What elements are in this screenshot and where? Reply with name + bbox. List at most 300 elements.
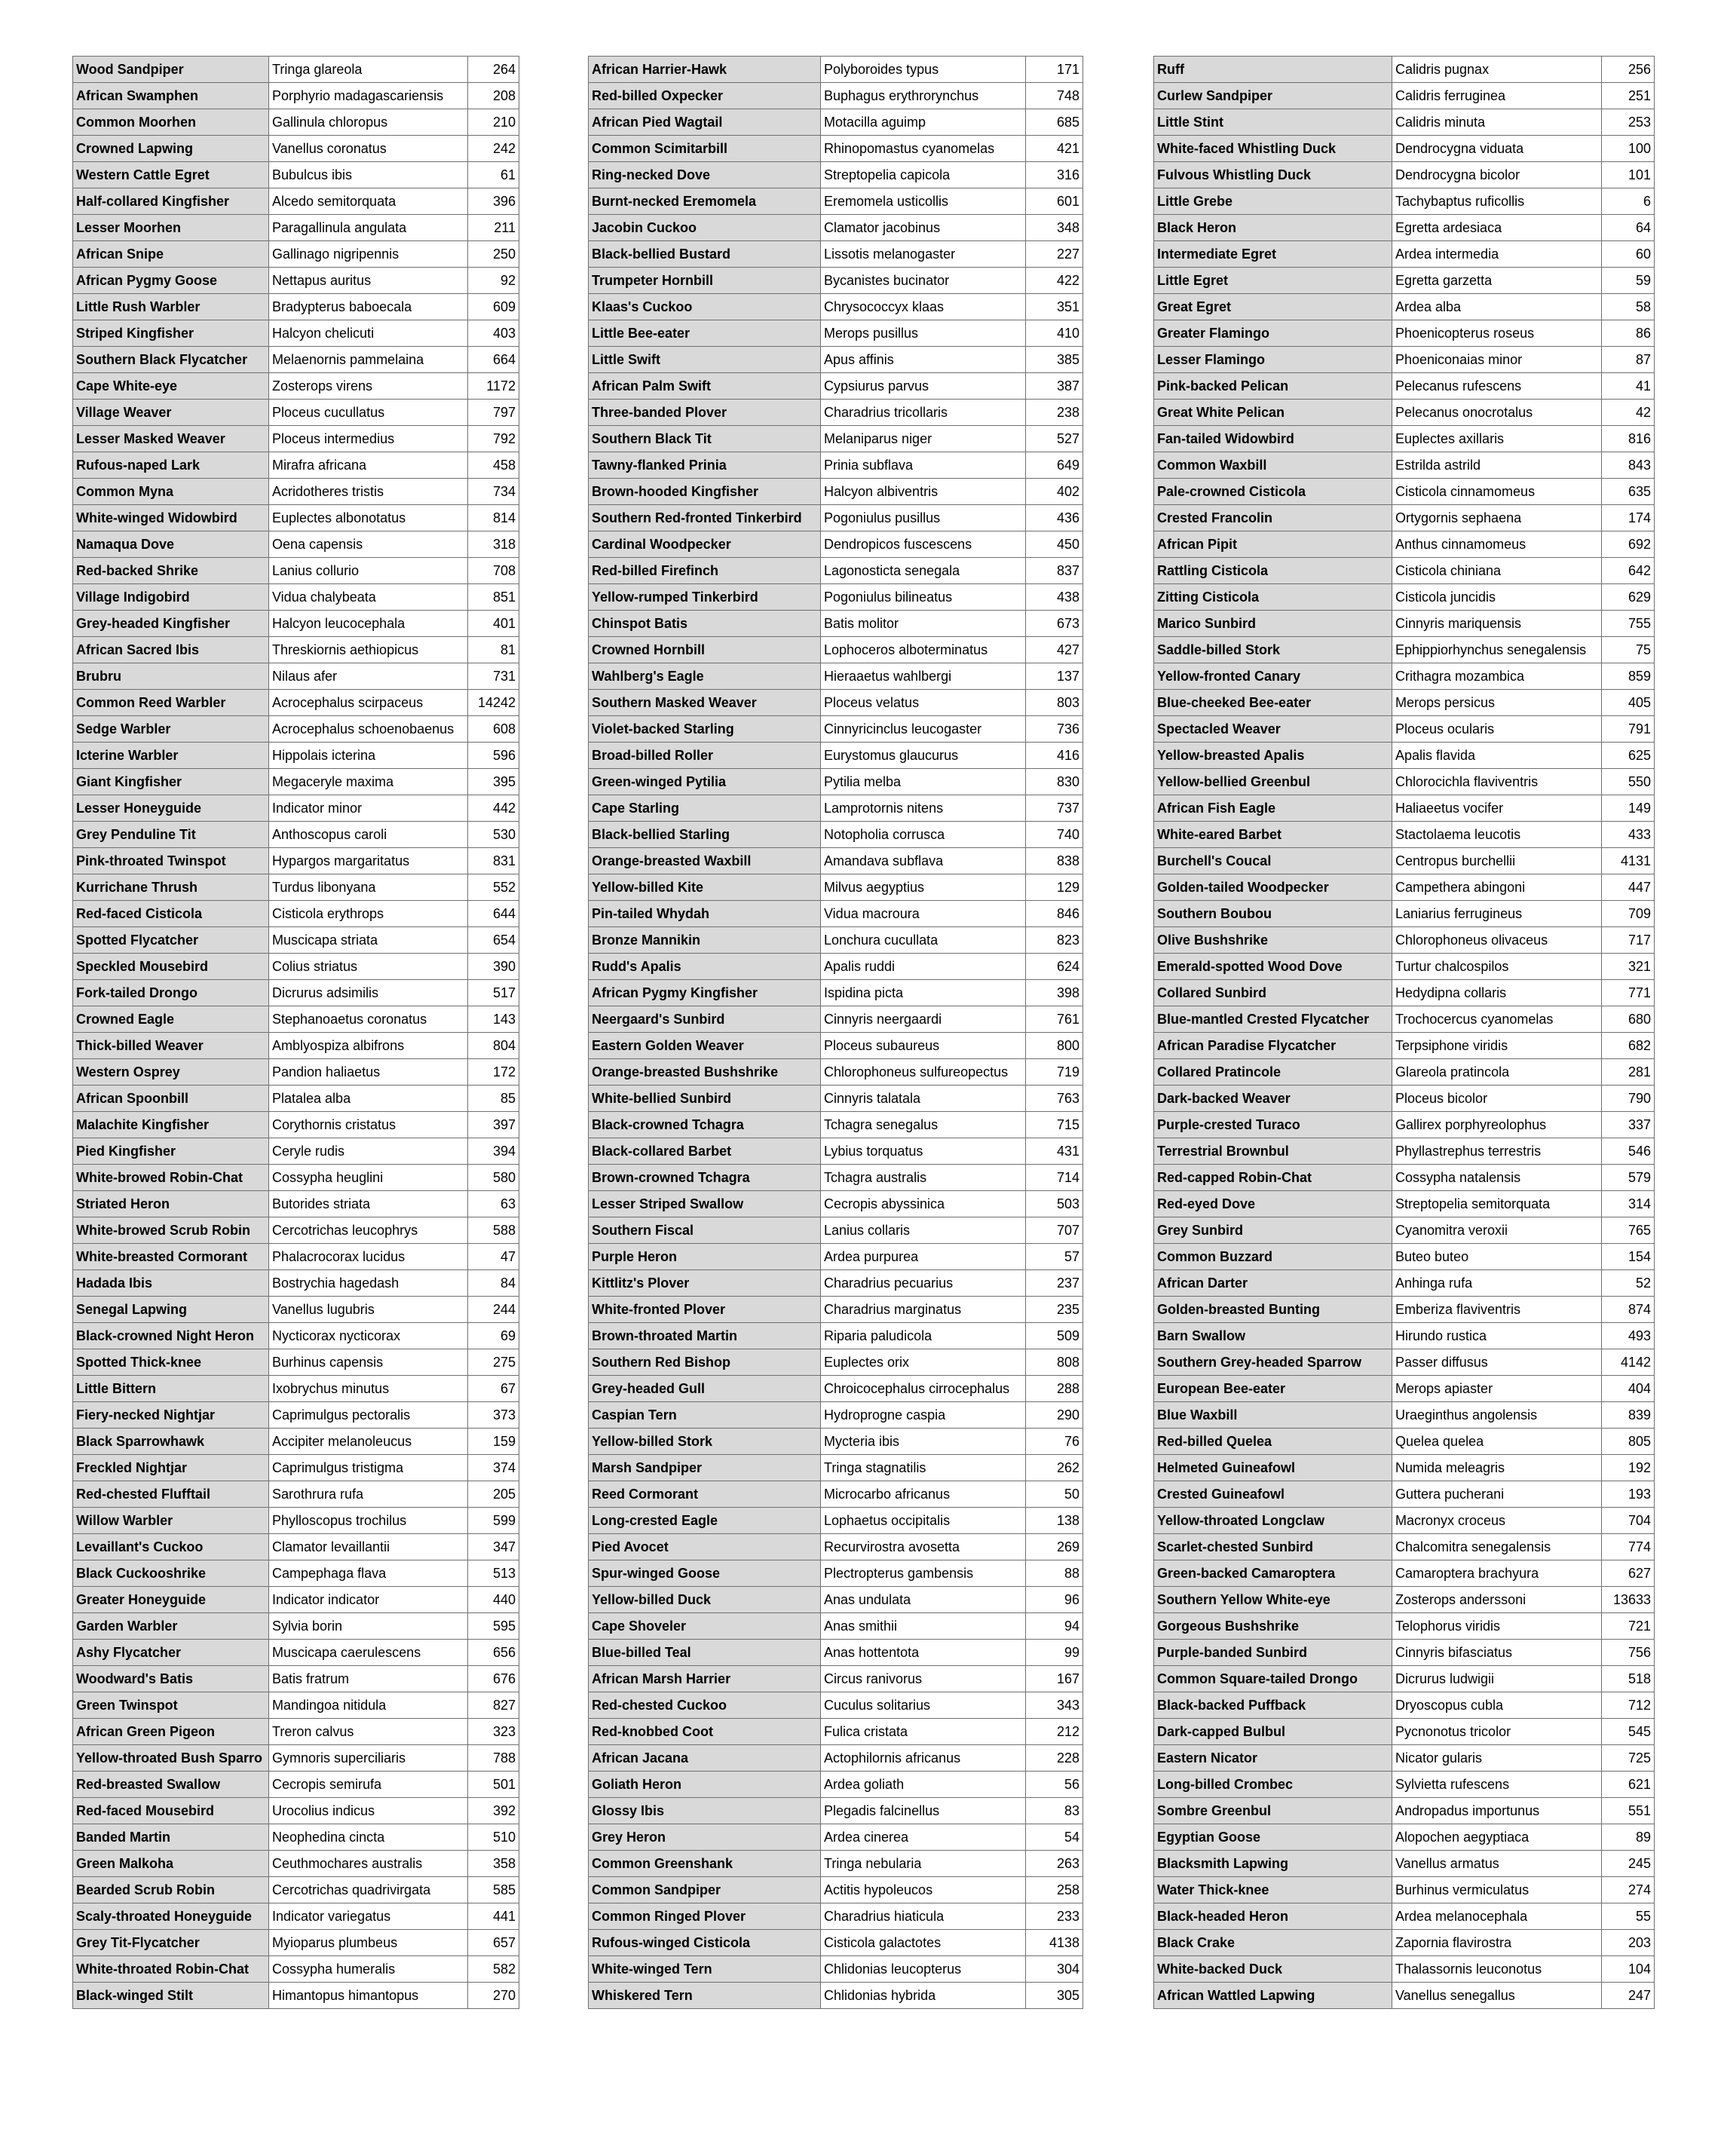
scientific-name-cell: Cercotrichas quadrivirgata (269, 1877, 468, 1903)
table-row (1154, 1692, 1655, 1719)
scientific-name-cell: Muscicapa striata (269, 927, 468, 954)
count-cell: 808 (1026, 1349, 1083, 1376)
count-cell: 442 (468, 795, 519, 822)
common-name-cell: Sombre Greenbul (1154, 1798, 1392, 1824)
count-cell: 756 (1602, 1640, 1655, 1666)
table-row (1154, 1772, 1655, 1798)
table-row (589, 1824, 1083, 1851)
count-cell: 250 (468, 241, 519, 268)
count-cell: 805 (1602, 1429, 1655, 1455)
common-name-cell: Common Waxbill (1154, 452, 1392, 479)
scientific-name-cell: Dendrocygna bicolor (1392, 162, 1602, 188)
scientific-name-cell: Egretta garzetta (1392, 268, 1602, 294)
table-row (1154, 1745, 1655, 1772)
common-name-cell: Yellow-billed Duck (589, 1587, 821, 1613)
common-name-cell: Tawny-flanked Prinia (589, 452, 821, 479)
count-cell: 242 (468, 136, 519, 162)
count-cell: 518 (1602, 1666, 1655, 1692)
count-cell: 748 (1026, 83, 1083, 109)
scientific-name-cell: Dicrurus ludwigii (1392, 1666, 1602, 1692)
species-table (1153, 56, 1655, 2009)
table-row (73, 1903, 519, 1930)
scientific-name-cell: Burhinus capensis (269, 1349, 468, 1376)
scientific-name-cell: Batis molitor (821, 611, 1026, 637)
scientific-name-cell: Phyllastrephus terrestris (1392, 1138, 1602, 1165)
table-row (73, 795, 519, 822)
common-name-cell: African Snipe (73, 241, 269, 268)
table-row (1154, 215, 1655, 241)
scientific-name-cell: Anas smithii (821, 1613, 1026, 1640)
count-cell: 837 (1026, 558, 1083, 584)
count-cell: 290 (1026, 1402, 1083, 1429)
scientific-name-cell: Lanius collurio (269, 558, 468, 584)
common-name-cell: Chinspot Batis (589, 611, 821, 637)
count-cell: 673 (1026, 611, 1083, 637)
scientific-name-cell: Cecropis semirufa (269, 1772, 468, 1798)
count-cell: 774 (1602, 1534, 1655, 1560)
common-name-cell: Southern Black Tit (589, 426, 821, 452)
common-name-cell: Red-knobbed Coot (589, 1719, 821, 1745)
scientific-name-cell: Anhinga rufa (1392, 1270, 1602, 1297)
scientific-name-cell: Estrilda astrild (1392, 452, 1602, 479)
common-name-cell: African Pygmy Kingfisher (589, 980, 821, 1006)
common-name-cell: Banded Martin (73, 1824, 269, 1851)
table-row (589, 1666, 1083, 1692)
count-cell: 172 (468, 1059, 519, 1086)
common-name-cell: Western Osprey (73, 1059, 269, 1086)
count-cell: 397 (468, 1112, 519, 1138)
count-cell: 50 (1026, 1481, 1083, 1508)
table-row (1154, 901, 1655, 927)
scientific-name-cell: Vidua macroura (821, 901, 1026, 927)
common-name-cell: Greater Honeyguide (73, 1587, 269, 1613)
common-name-cell: Rufous-naped Lark (73, 452, 269, 479)
scientific-name-cell: Cinnyricinclus leucogaster (821, 716, 1026, 743)
scientific-name-cell: Euplectes orix (821, 1349, 1026, 1376)
table-row (1154, 1349, 1655, 1376)
common-name-cell: White-browed Scrub Robin (73, 1217, 269, 1244)
scientific-name-cell: Hirundo rustica (1392, 1323, 1602, 1349)
table-row (589, 136, 1083, 162)
count-cell: 704 (1602, 1508, 1655, 1534)
table-row (589, 954, 1083, 980)
scientific-name-cell: Gallinago nigripennis (269, 241, 468, 268)
table-row (1154, 954, 1655, 980)
scientific-name-cell: Camaroptera brachyura (1392, 1560, 1602, 1587)
table-row (589, 584, 1083, 611)
common-name-cell: Grey Sunbird (1154, 1217, 1392, 1244)
table-row (73, 1297, 519, 1323)
common-name-cell: Yellow-breasted Apalis (1154, 743, 1392, 769)
table-row (589, 1719, 1083, 1745)
table-row (589, 1481, 1083, 1508)
scientific-name-cell: Mirafra africana (269, 452, 468, 479)
table-row (589, 268, 1083, 294)
species-table (588, 56, 1083, 2009)
scientific-name-cell: Acrocephalus schoenobaenus (269, 716, 468, 743)
species-table-column-1 (72, 56, 519, 2009)
common-name-cell: Crowned Eagle (73, 1006, 269, 1033)
scientific-name-cell: Passer diffusus (1392, 1349, 1602, 1376)
scientific-name-cell: Circus ranivorus (821, 1666, 1026, 1692)
common-name-cell: Golden-tailed Woodpecker (1154, 874, 1392, 901)
count-cell: 275 (468, 1349, 519, 1376)
table-row (73, 874, 519, 901)
count-cell: 843 (1602, 452, 1655, 479)
common-name-cell: Black-crowned Tchagra (589, 1112, 821, 1138)
table-row (589, 637, 1083, 663)
scientific-name-cell: Macronyx croceus (1392, 1508, 1602, 1534)
count-cell: 171 (1026, 57, 1083, 83)
count-cell: 212 (1026, 1719, 1083, 1745)
scientific-name-cell: Chlidonias hybrida (821, 1983, 1026, 2009)
scientific-name-cell: Anas hottentota (821, 1640, 1026, 1666)
table-row (1154, 822, 1655, 848)
common-name-cell: Pink-backed Pelican (1154, 373, 1392, 400)
common-name-cell: Jacobin Cuckoo (589, 215, 821, 241)
common-name-cell: Black Crake (1154, 1930, 1392, 1956)
scientific-name-cell: Vidua chalybeata (269, 584, 468, 611)
count-cell: 269 (1026, 1534, 1083, 1560)
table-row (73, 1059, 519, 1086)
count-cell: 740 (1026, 822, 1083, 848)
table-row (1154, 1138, 1655, 1165)
species-table-body (73, 57, 519, 2009)
common-name-cell: Pied Kingfisher (73, 1138, 269, 1165)
common-name-cell: Eastern Nicator (1154, 1745, 1392, 1772)
table-row (1154, 1244, 1655, 1270)
common-name-cell: Reed Cormorant (589, 1481, 821, 1508)
table-row (73, 1270, 519, 1297)
scientific-name-cell: Prinia subflava (821, 452, 1026, 479)
scientific-name-cell: Ardea intermedia (1392, 241, 1602, 268)
scientific-name-cell: Pytilia melba (821, 769, 1026, 795)
scientific-name-cell: Cisticola juncidis (1392, 584, 1602, 611)
common-name-cell: Blacksmith Lapwing (1154, 1851, 1392, 1877)
scientific-name-cell: Lamprotornis nitens (821, 795, 1026, 822)
scientific-name-cell: Campephaga flava (269, 1560, 468, 1587)
count-cell: 734 (468, 479, 519, 505)
common-name-cell: African Sacred Ibis (73, 637, 269, 663)
common-name-cell: African Darter (1154, 1270, 1392, 1297)
count-cell: 596 (468, 743, 519, 769)
common-name-cell: Brown-crowned Tchagra (589, 1165, 821, 1191)
table-row (589, 1217, 1083, 1244)
table-row (1154, 980, 1655, 1006)
table-row (73, 822, 519, 848)
scientific-name-cell: Cypsiurus parvus (821, 373, 1026, 400)
table-row (589, 320, 1083, 347)
scientific-name-cell: Tringa glareola (269, 57, 468, 83)
count-cell: 827 (468, 1692, 519, 1719)
table-row (589, 1244, 1083, 1270)
count-cell: 421 (1026, 136, 1083, 162)
table-row (73, 1006, 519, 1033)
table-row (1154, 1006, 1655, 1033)
scientific-name-cell: Cossypha heuglini (269, 1165, 468, 1191)
scientific-name-cell: Ardea purpurea (821, 1244, 1026, 1270)
count-cell: 405 (1602, 690, 1655, 716)
count-cell: 714 (1026, 1165, 1083, 1191)
count-cell: 337 (1602, 1112, 1655, 1138)
table-row (589, 558, 1083, 584)
table-row (73, 426, 519, 452)
count-cell: 707 (1026, 1217, 1083, 1244)
common-name-cell: Fork-tailed Drongo (73, 980, 269, 1006)
scientific-name-cell: Tringa stagnatilis (821, 1455, 1026, 1481)
scientific-name-cell: Acridotheres tristis (269, 479, 468, 505)
table-row (589, 1112, 1083, 1138)
common-name-cell: Cape Starling (589, 795, 821, 822)
scientific-name-cell: Actophilornis africanus (821, 1745, 1026, 1772)
table-row (1154, 1666, 1655, 1692)
count-cell: 304 (1026, 1956, 1083, 1983)
common-name-cell: Green-winged Pytilia (589, 769, 821, 795)
common-name-cell: Black-winged Stilt (73, 1983, 269, 2009)
scientific-name-cell: Streptopelia semitorquata (1392, 1191, 1602, 1217)
count-cell: 94 (1026, 1613, 1083, 1640)
count-cell: 52 (1602, 1270, 1655, 1297)
table-row (589, 1402, 1083, 1429)
table-row (589, 1692, 1083, 1719)
scientific-name-cell: Laniarius ferrugineus (1392, 901, 1602, 927)
count-cell: 410 (1026, 320, 1083, 347)
scientific-name-cell: Porphyrio madagascariensis (269, 83, 468, 109)
common-name-cell: Eastern Golden Weaver (589, 1033, 821, 1059)
scientific-name-cell: Telophorus viridis (1392, 1613, 1602, 1640)
count-cell: 385 (1026, 347, 1083, 373)
count-cell: 552 (468, 874, 519, 901)
common-name-cell: Marico Sunbird (1154, 611, 1392, 637)
scientific-name-cell: Batis fratrum (269, 1666, 468, 1692)
common-name-cell: Little Stint (1154, 109, 1392, 136)
table-row (1154, 426, 1655, 452)
table-row (1154, 848, 1655, 874)
table-row (589, 1930, 1083, 1956)
scientific-name-cell: Hypargos margaritatus (269, 848, 468, 874)
table-row (73, 1719, 519, 1745)
count-cell: 790 (1602, 1086, 1655, 1112)
count-cell: 235 (1026, 1297, 1083, 1323)
table-row (1154, 83, 1655, 109)
count-cell: 588 (468, 1217, 519, 1244)
table-row (1154, 769, 1655, 795)
count-cell: 621 (1602, 1772, 1655, 1798)
table-row (1154, 1191, 1655, 1217)
scientific-name-cell: Dryoscopus cubla (1392, 1692, 1602, 1719)
common-name-cell: Cape Shoveler (589, 1613, 821, 1640)
table-row (589, 1270, 1083, 1297)
count-cell: 422 (1026, 268, 1083, 294)
table-row (1154, 663, 1655, 690)
common-name-cell: Black Sparrowhawk (73, 1429, 269, 1455)
common-name-cell: Scaly-throated Honeyguide (73, 1903, 269, 1930)
common-name-cell: Black-crowned Night Heron (73, 1323, 269, 1349)
common-name-cell: Olive Bushshrike (1154, 927, 1392, 954)
table-row (73, 1508, 519, 1534)
table-row (73, 1323, 519, 1349)
count-cell: 351 (1026, 294, 1083, 320)
common-name-cell: Zitting Cisticola (1154, 584, 1392, 611)
scientific-name-cell: Chalcomitra senegalensis (1392, 1534, 1602, 1560)
count-cell: 624 (1026, 954, 1083, 980)
common-name-cell: African Wattled Lapwing (1154, 1983, 1392, 2009)
scientific-name-cell: Bostrychia hagedash (269, 1270, 468, 1297)
scientific-name-cell: Vanellus coronatus (269, 136, 468, 162)
table-row (1154, 1719, 1655, 1745)
common-name-cell: Crowned Hornbill (589, 637, 821, 663)
count-cell: 143 (468, 1006, 519, 1033)
scientific-name-cell: Amblyospiza albifrons (269, 1033, 468, 1059)
scientific-name-cell: Chrysococcyx klaas (821, 294, 1026, 320)
scientific-name-cell: Guttera pucherani (1392, 1481, 1602, 1508)
common-name-cell: Yellow-billed Kite (589, 874, 821, 901)
common-name-cell: White-bellied Sunbird (589, 1086, 821, 1112)
common-name-cell: Red-chested Flufftail (73, 1481, 269, 1508)
common-name-cell: Crested Guineafowl (1154, 1481, 1392, 1508)
scientific-name-cell: Gallinula chloropus (269, 109, 468, 136)
table-row (589, 743, 1083, 769)
scientific-name-cell: Stephanoaetus coronatus (269, 1006, 468, 1033)
common-name-cell: Great Egret (1154, 294, 1392, 320)
count-cell: 64 (1602, 215, 1655, 241)
table-row (73, 1191, 519, 1217)
table-row (73, 1481, 519, 1508)
table-row (589, 1587, 1083, 1613)
scientific-name-cell: Lissotis melanogaster (821, 241, 1026, 268)
count-cell: 227 (1026, 241, 1083, 268)
scientific-name-cell: Turtur chalcospilos (1392, 954, 1602, 980)
scientific-name-cell: Ploceus cucullatus (269, 400, 468, 426)
count-cell: 582 (468, 1956, 519, 1983)
count-cell: 627 (1602, 1560, 1655, 1587)
common-name-cell: African Pied Wagtail (589, 109, 821, 136)
count-cell: 731 (468, 663, 519, 690)
count-cell: 69 (468, 1323, 519, 1349)
common-name-cell: Common Scimitarbill (589, 136, 821, 162)
common-name-cell: Lesser Masked Weaver (73, 426, 269, 452)
scientific-name-cell: Plegadis falcinellus (821, 1798, 1026, 1824)
count-cell: 13633 (1602, 1587, 1655, 1613)
scientific-name-cell: Cinnyris mariquensis (1392, 611, 1602, 637)
scientific-name-cell: Colius striatus (269, 954, 468, 980)
table-row (1154, 373, 1655, 400)
table-row (1154, 1508, 1655, 1534)
count-cell: 61 (468, 162, 519, 188)
table-row (1154, 1323, 1655, 1349)
common-name-cell: Burnt-necked Eremomela (589, 188, 821, 215)
scientific-name-cell: Milvus aegyptius (821, 874, 1026, 901)
table-row (1154, 1877, 1655, 1903)
scientific-name-cell: Sarothrura rufa (269, 1481, 468, 1508)
common-name-cell: Red-capped Robin-Chat (1154, 1165, 1392, 1191)
table-row (1154, 1983, 1655, 2009)
table-row (1154, 1560, 1655, 1587)
scientific-name-cell: Cyanomitra veroxii (1392, 1217, 1602, 1244)
scientific-name-cell: Cercotrichas leucophrys (269, 1217, 468, 1244)
common-name-cell: Barn Swallow (1154, 1323, 1392, 1349)
common-name-cell: Common Buzzard (1154, 1244, 1392, 1270)
common-name-cell: Red-eyed Dove (1154, 1191, 1392, 1217)
common-name-cell: African Swamphen (73, 83, 269, 109)
table-row (73, 452, 519, 479)
common-name-cell: Common Reed Warbler (73, 690, 269, 716)
common-name-cell: Yellow-throated Longclaw (1154, 1508, 1392, 1534)
table-row (73, 1613, 519, 1640)
count-cell: 392 (468, 1798, 519, 1824)
common-name-cell: African Marsh Harrier (589, 1666, 821, 1692)
scientific-name-cell: Acrocephalus scirpaceus (269, 690, 468, 716)
count-cell: 761 (1026, 1006, 1083, 1033)
count-cell: 859 (1602, 663, 1655, 690)
common-name-cell: Southern Yellow White-eye (1154, 1587, 1392, 1613)
count-cell: 642 (1602, 558, 1655, 584)
common-name-cell: White-browed Robin-Chat (73, 1165, 269, 1191)
table-row (1154, 558, 1655, 584)
common-name-cell: Whiskered Tern (589, 1983, 821, 2009)
common-name-cell: African Pygmy Goose (73, 268, 269, 294)
common-name-cell: Cardinal Woodpecker (589, 531, 821, 558)
table-row (73, 1798, 519, 1824)
common-name-cell: White-eared Barbet (1154, 822, 1392, 848)
common-name-cell: Fulvous Whistling Duck (1154, 162, 1392, 188)
scientific-name-cell: Bradypterus baboecala (269, 294, 468, 320)
table-row (589, 215, 1083, 241)
common-name-cell: Black-headed Heron (1154, 1903, 1392, 1930)
scientific-name-cell: Centropus burchellii (1392, 848, 1602, 874)
count-cell: 792 (468, 426, 519, 452)
scientific-name-cell: Tachybaptus ruficollis (1392, 188, 1602, 215)
table-row (73, 954, 519, 980)
scientific-name-cell: Calidris minuta (1392, 109, 1602, 136)
table-row (589, 294, 1083, 320)
scientific-name-cell: Nettapus auritus (269, 268, 468, 294)
common-name-cell: Yellow-billed Stork (589, 1429, 821, 1455)
table-row (73, 294, 519, 320)
scientific-name-cell: Nycticorax nycticorax (269, 1323, 468, 1349)
scientific-name-cell: Motacilla aguimp (821, 109, 1026, 136)
scientific-name-cell: Zosterops virens (269, 373, 468, 400)
common-name-cell: Red-billed Oxpecker (589, 83, 821, 109)
count-cell: 682 (1602, 1033, 1655, 1059)
scientific-name-cell: Pogoniulus pusillus (821, 505, 1026, 531)
scientific-name-cell: Uraeginthus angolensis (1392, 1402, 1602, 1429)
common-name-cell: African Fish Eagle (1154, 795, 1392, 822)
common-name-cell: African Paradise Flycatcher (1154, 1033, 1392, 1059)
table-row (589, 83, 1083, 109)
count-cell: 174 (1602, 505, 1655, 531)
table-row (1154, 1165, 1655, 1191)
count-cell: 274 (1602, 1877, 1655, 1903)
count-cell: 83 (1026, 1798, 1083, 1824)
count-cell: 347 (468, 1534, 519, 1560)
count-cell: 60 (1602, 241, 1655, 268)
table-row (73, 1560, 519, 1587)
scientific-name-cell: Emberiza flaviventris (1392, 1297, 1602, 1323)
table-row (1154, 1429, 1655, 1455)
common-name-cell: African Jacana (589, 1745, 821, 1772)
table-row (589, 611, 1083, 637)
common-name-cell: Ruff (1154, 57, 1392, 83)
table-row (589, 769, 1083, 795)
count-cell: 270 (468, 1983, 519, 2009)
count-cell: 401 (468, 611, 519, 637)
count-cell: 551 (1602, 1798, 1655, 1824)
table-row (1154, 795, 1655, 822)
common-name-cell: Southern Red Bishop (589, 1349, 821, 1376)
common-name-cell: Senegal Lapwing (73, 1297, 269, 1323)
count-cell: 501 (468, 1772, 519, 1798)
